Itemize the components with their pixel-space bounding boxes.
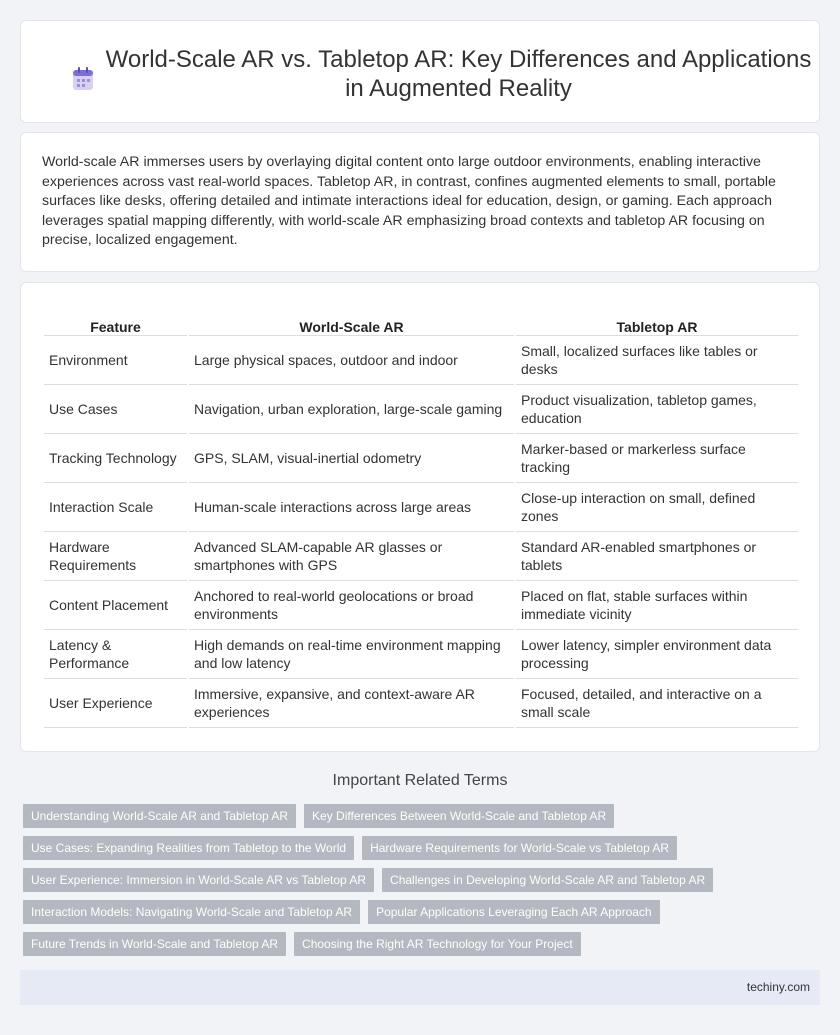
footer bbox=[20, 970, 820, 1005]
intro-card bbox=[20, 132, 820, 272]
related-term-link[interactable]: Popular Applications Leveraging Each AR Approach bbox=[368, 900, 660, 924]
comparison-table-card bbox=[20, 282, 820, 752]
table-cell: Lower latency, simpler environment data processing bbox=[516, 630, 798, 679]
intro-paragraph: World-scale AR immerses users by overlaying digital content onto large outdoor environments, enabling interactive experiences across vast real-world spaces. Tabletop AR, in contrast, confines augmented elements to small, portable surfaces like desks, offering detailed and intimate interactions ideal for education, design, or gaming. Each approach leverages spatial mapping differently, with world-scale AR emphasizing broad contexts and tabletop AR focusing on precise, localized engagement. bbox=[42, 154, 776, 248]
table-row bbox=[44, 532, 798, 581]
table-row bbox=[44, 630, 798, 679]
table-cell: Interaction Scale bbox=[44, 483, 187, 532]
table-header-row bbox=[44, 316, 798, 336]
footer-site-link[interactable]: techiny.com bbox=[746, 980, 810, 994]
table-cell: Anchored to real-world geolocations or broad environments bbox=[189, 581, 514, 630]
related-term-link[interactable]: User Experience: Immersion in World-Scale AR vs Tabletop AR bbox=[23, 868, 374, 892]
table-cell: Marker-based or markerless surface tracking bbox=[516, 434, 798, 483]
tag-row bbox=[23, 836, 813, 860]
related-term-link[interactable]: Choosing the Right AR Technology for Your Project bbox=[294, 932, 581, 956]
table-row bbox=[44, 336, 798, 385]
related-term-link[interactable]: Interaction Models: Navigating World-Scale and Tabletop AR bbox=[23, 900, 360, 924]
tag-row bbox=[23, 868, 813, 892]
table-cell: Product visualization, tabletop games, education bbox=[516, 385, 798, 434]
related-term-link[interactable]: Future Trends in World-Scale and Tabletop AR bbox=[23, 932, 286, 956]
table-row bbox=[44, 385, 798, 434]
related-term-link[interactable]: Challenges in Developing World-Scale AR and Tabletop AR bbox=[382, 868, 713, 892]
related-term-link[interactable]: Use Cases: Expanding Realities from Tabletop to the World bbox=[23, 836, 354, 860]
table-cell: Standard AR-enabled smartphones or tablets bbox=[516, 532, 798, 581]
related-term-link[interactable]: Key Differences Between World-Scale and Tabletop AR bbox=[304, 804, 614, 828]
table-cell: GPS, SLAM, visual-inertial odometry bbox=[189, 434, 514, 483]
table-cell: Tracking Technology bbox=[44, 434, 187, 483]
tag-row bbox=[23, 900, 813, 924]
table-cell: Small, localized surfaces like tables or desks bbox=[516, 336, 798, 385]
table-cell: Latency & Performance bbox=[44, 630, 187, 679]
table-cell: Close-up interaction on small, defined zones bbox=[516, 483, 798, 532]
table-row bbox=[44, 581, 798, 630]
table-cell: Advanced SLAM-capable AR glasses or smartphones with GPS bbox=[189, 532, 514, 581]
related-terms-list bbox=[23, 804, 813, 964]
related-term-link[interactable]: Hardware Requirements for World-Scale vs Tabletop AR bbox=[362, 836, 677, 860]
related-term-link[interactable]: Understanding World-Scale AR and Tabletop AR bbox=[23, 804, 296, 828]
tag-row bbox=[23, 932, 813, 956]
table-cell: Large physical spaces, outdoor and indoor bbox=[189, 336, 514, 385]
related-terms-heading: Important Related Terms bbox=[332, 772, 508, 789]
page-title: World-Scale AR vs. Tabletop AR: Key Differences and Applications in Augmented Reality bbox=[105, 46, 812, 102]
table-row bbox=[44, 679, 798, 728]
column-header-world-scale: World-Scale AR bbox=[189, 316, 514, 336]
table-cell: Placed on flat, stable surfaces within immediate vicinity bbox=[516, 581, 798, 630]
table-row bbox=[44, 434, 798, 483]
column-header-tabletop: Tabletop AR bbox=[516, 316, 798, 336]
table-cell: Content Placement bbox=[44, 581, 187, 630]
table-row bbox=[44, 483, 798, 532]
table-cell: Environment bbox=[44, 336, 187, 385]
calendar-icon bbox=[71, 66, 95, 92]
table-cell: High demands on real-time environment mapping and low latency bbox=[189, 630, 514, 679]
table-cell: Use Cases bbox=[44, 385, 187, 434]
tag-row bbox=[23, 804, 813, 828]
table-cell: Navigation, urban exploration, large-scale gaming bbox=[189, 385, 514, 434]
table-cell: User Experience bbox=[44, 679, 187, 728]
header-card bbox=[20, 20, 820, 123]
table-cell: Human-scale interactions across large areas bbox=[189, 483, 514, 532]
table-cell: Immersive, expansive, and context-aware AR experiences bbox=[189, 679, 514, 728]
table-cell: Focused, detailed, and interactive on a small scale bbox=[516, 679, 798, 728]
table-cell: Hardware Requirements bbox=[44, 532, 187, 581]
column-header-feature: Feature bbox=[44, 316, 187, 336]
comparison-table bbox=[42, 316, 800, 728]
